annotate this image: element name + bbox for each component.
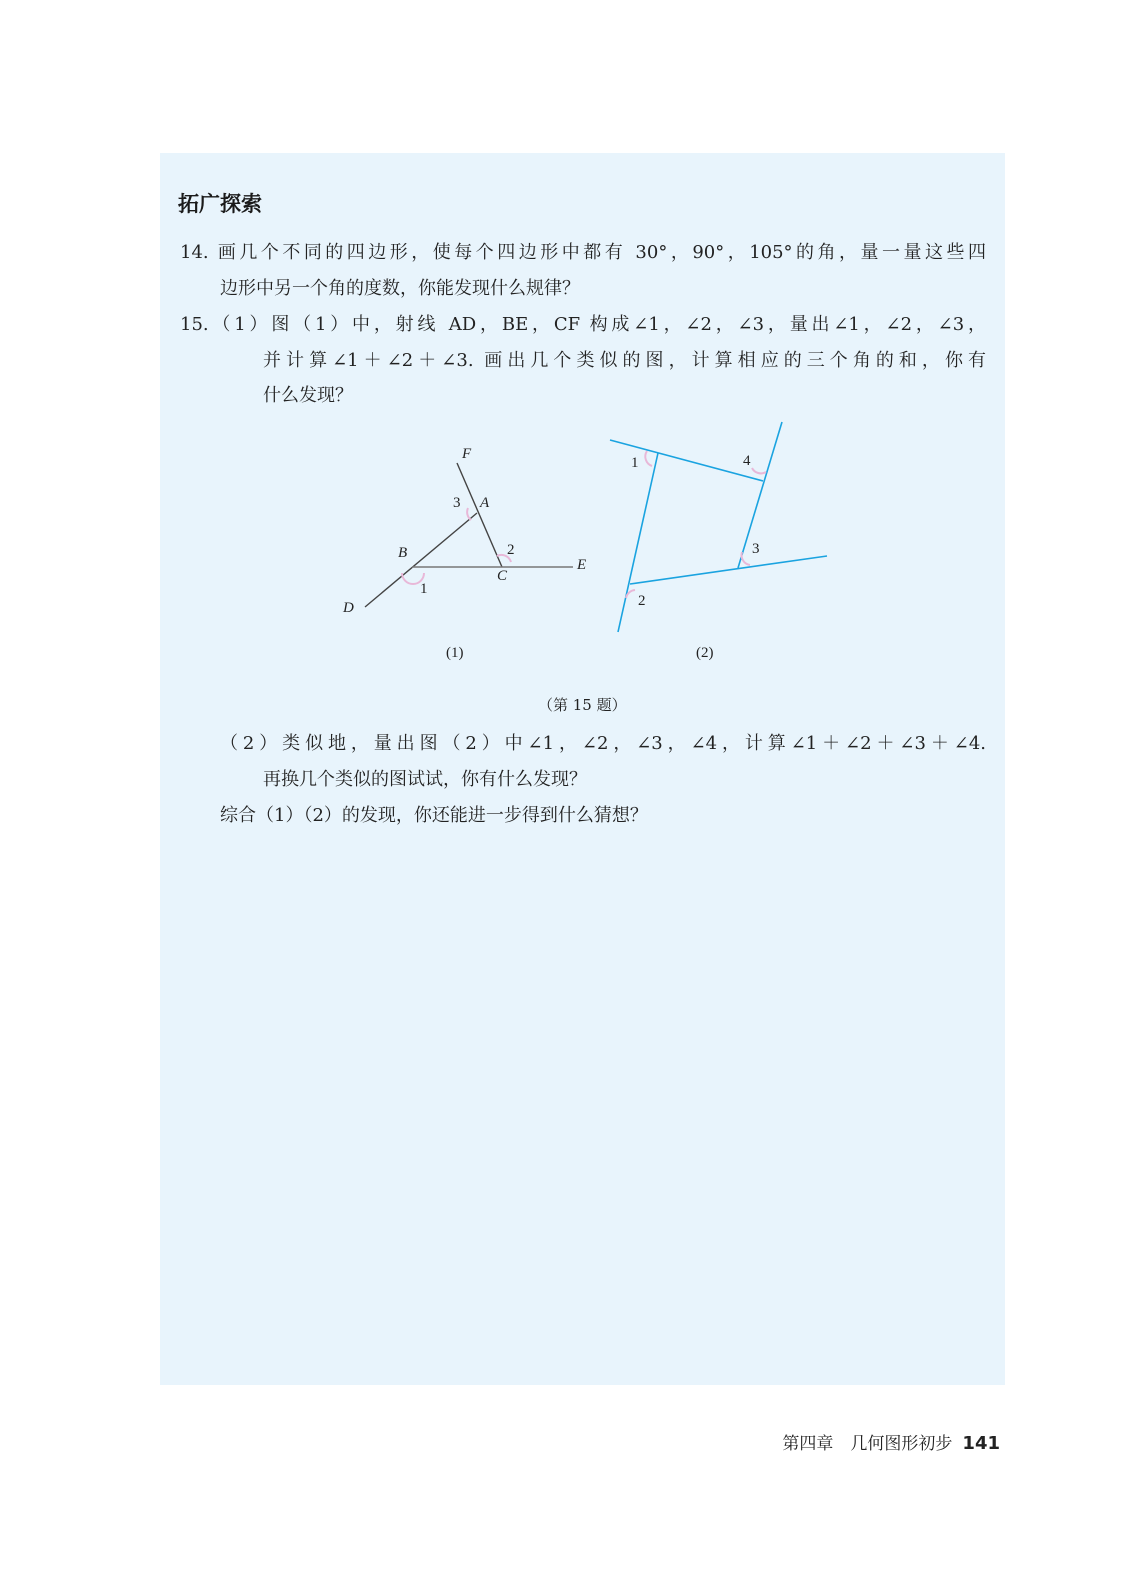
label-angle-2: 2: [638, 593, 646, 609]
label-d: D: [343, 600, 354, 616]
line-right: [738, 422, 782, 568]
problem-15-part1-line-2: 并计算∠1＋∠2＋∠3. 画出几个类似的图，计算相应的三个角的和，你有: [263, 350, 986, 371]
problem-15-part1-line-3: 什么发现？: [263, 385, 353, 406]
chapter-title: 第四章 几何图形初步: [782, 1434, 953, 1454]
problem-15-part2-line-3: 综合（1）（2）的发现，你还能进一步得到什么猜想？: [220, 805, 648, 826]
label-angle-1: 1: [420, 581, 428, 597]
problem-15-part1-line-1: 15.（1）图（1）中，射线 AD，BE，CF 构成∠1，∠2，∠3，量出∠1，∠2，∠3，: [180, 314, 986, 335]
problem-14-line-2: 边形中另一个角的度数，你能发现什么规律？: [220, 278, 580, 299]
label-angle-2: 2: [507, 542, 515, 558]
label-b: B: [398, 545, 408, 561]
figure-caption: （第 15 题）: [538, 696, 627, 714]
problem-15-part2-line-2: 再换几个类似的图试试，你有什么发现？: [263, 769, 587, 790]
label-a: A: [480, 495, 490, 511]
label-e: E: [577, 557, 587, 573]
angle-4-arc: [752, 468, 766, 473]
label-f: F: [462, 446, 472, 462]
problem-14-line-1: 14. 画几个不同的四边形，使每个四边形中都有 30°，90°，105°的角，量一量这些四: [180, 242, 986, 263]
label-angle-4: 4: [743, 453, 751, 469]
figure-1-label: (1): [446, 645, 464, 661]
label-angle-3: 3: [453, 495, 461, 511]
figure-1: [365, 463, 573, 607]
angle-1-arc: [645, 451, 652, 466]
angle-3-arc: [467, 508, 471, 520]
page-number: 141: [962, 1433, 1000, 1454]
page-footer: [782, 1429, 1000, 1454]
section-title: 拓广探索: [178, 192, 262, 216]
label-angle-3: 3: [752, 541, 760, 557]
ray-cf: [457, 463, 502, 567]
label-c: C: [497, 568, 508, 584]
figures: [0, 0, 1125, 700]
figure-2-label: (2): [696, 645, 714, 661]
line-bottom: [630, 556, 827, 584]
problem-15-part2-line-1: （2）类似地，量出图（2）中∠1，∠2，∠3，∠4，计算∠1＋∠2＋∠3＋∠4.: [220, 733, 986, 754]
label-angle-1: 1: [631, 455, 639, 471]
